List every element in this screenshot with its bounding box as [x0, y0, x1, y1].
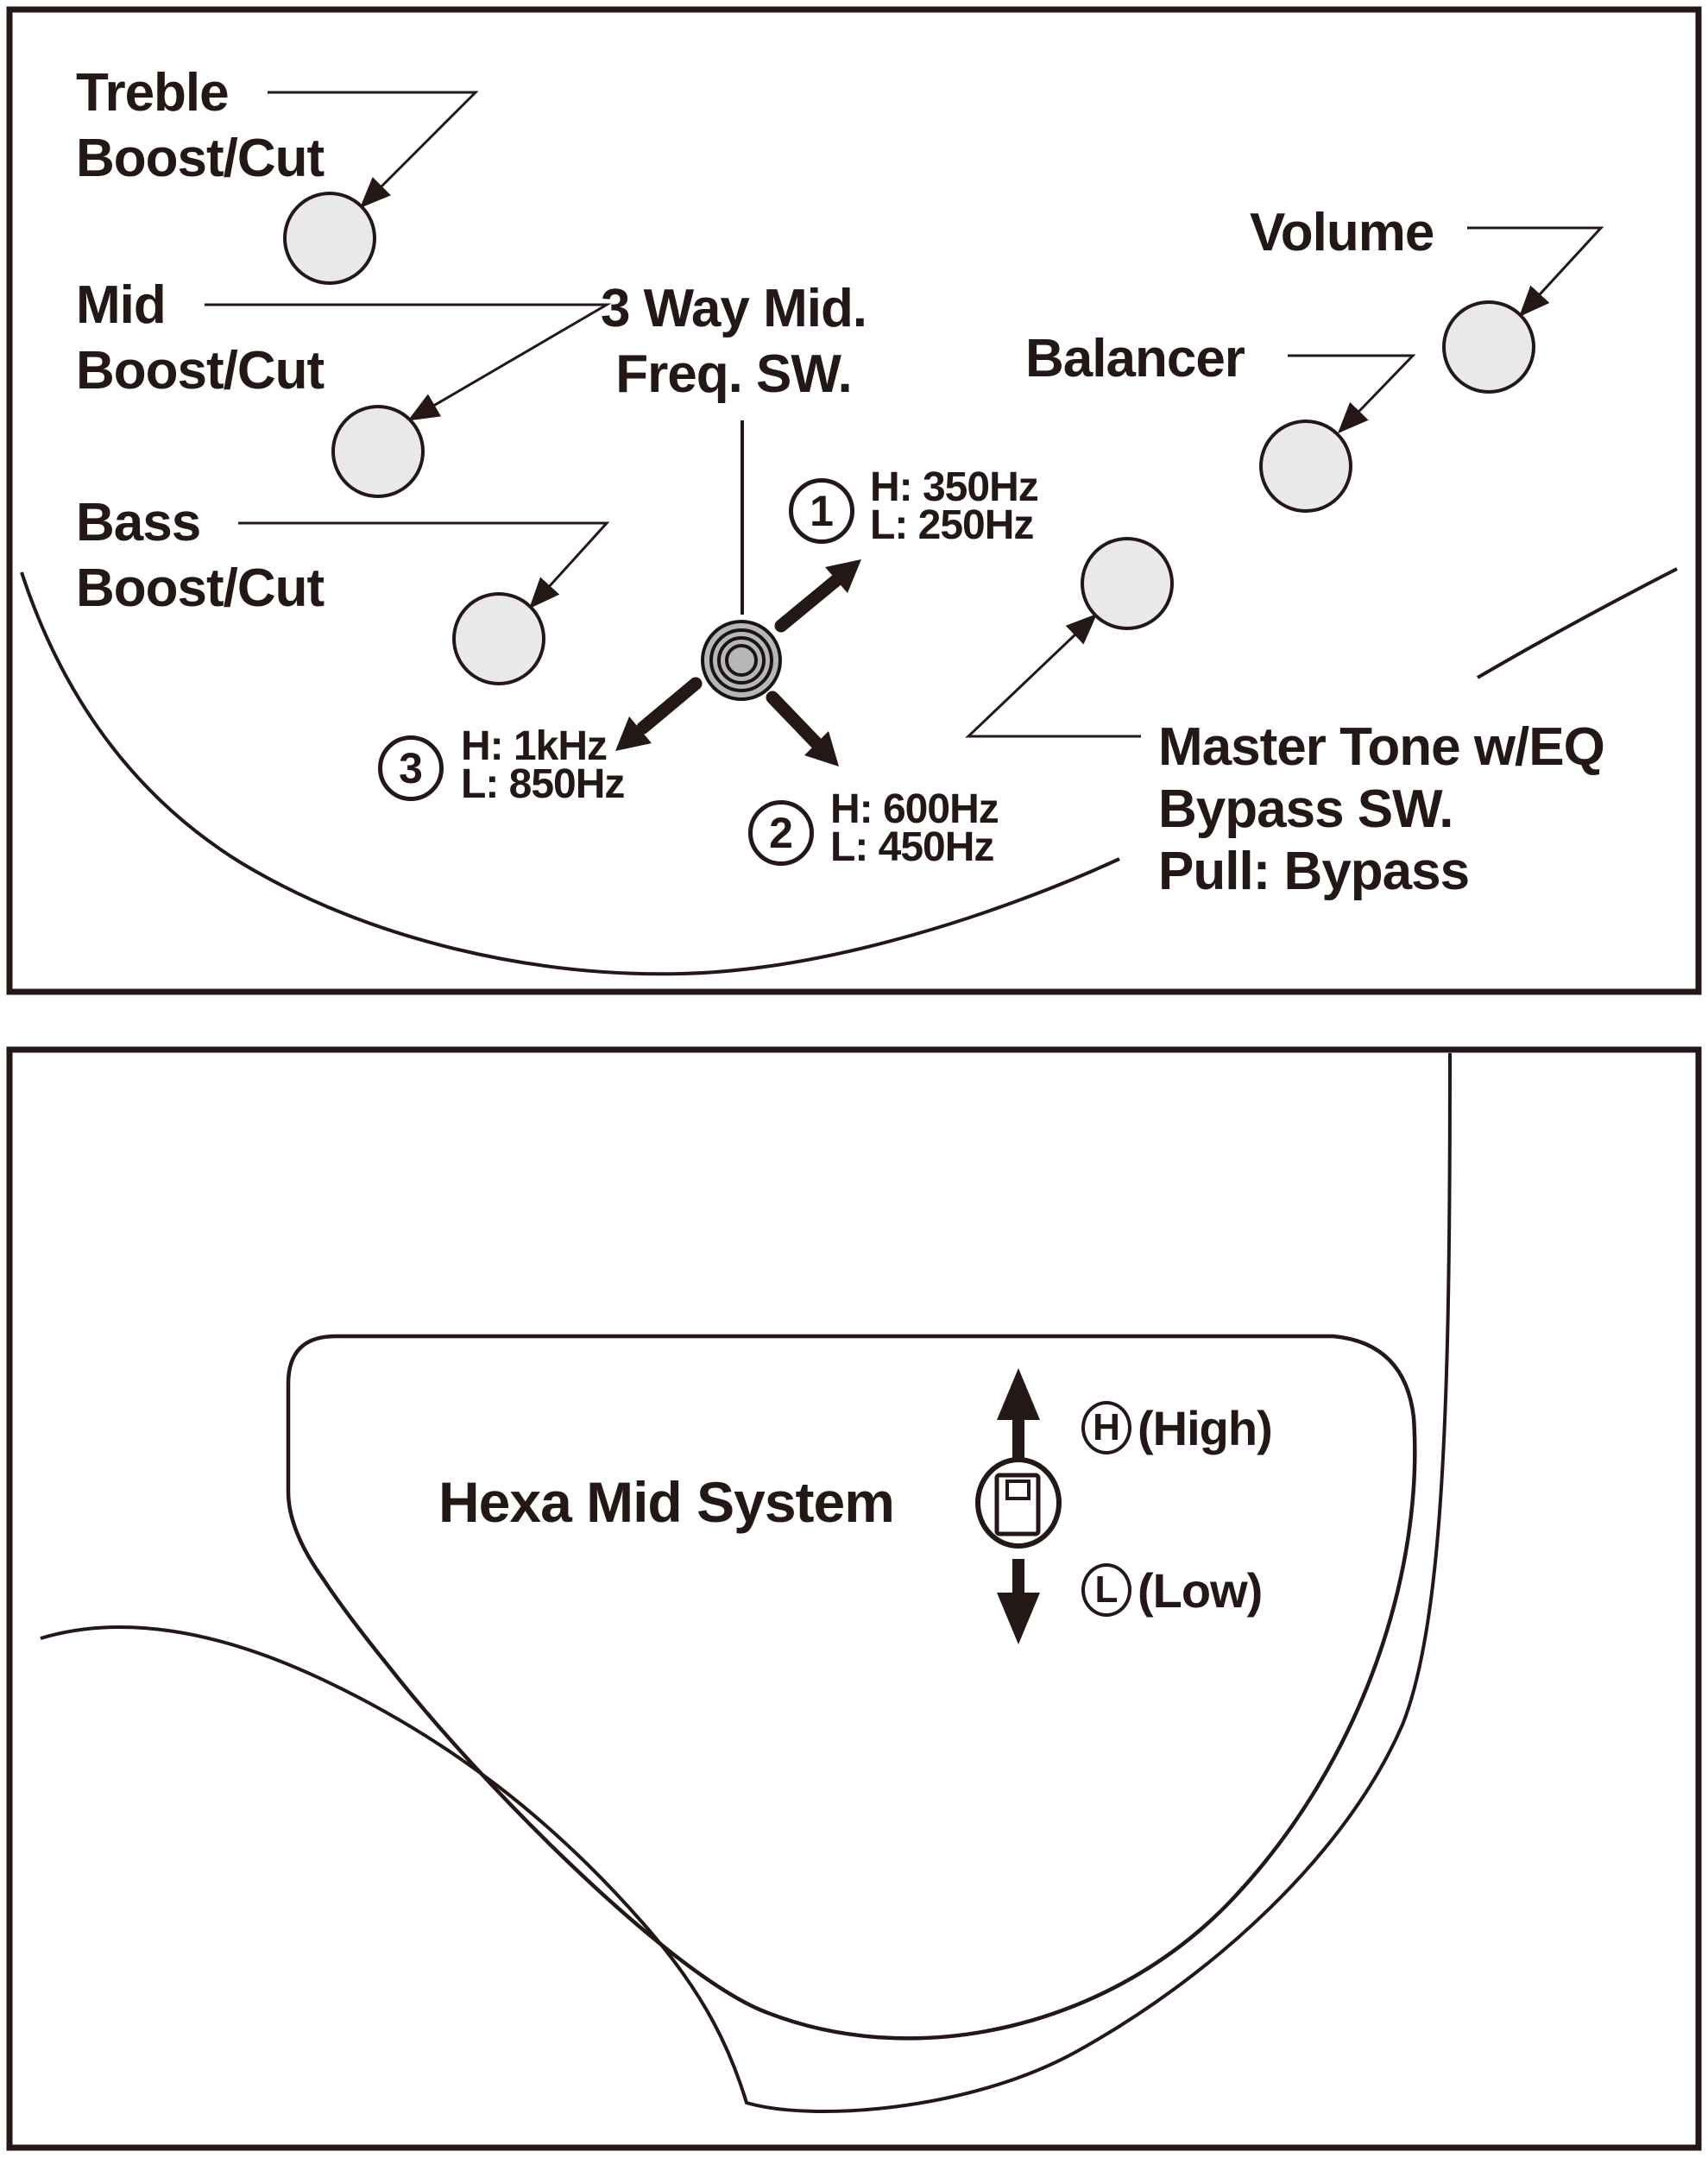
bass-knob	[454, 594, 544, 684]
mid-label: Mid Boost/Cut	[76, 275, 325, 401]
freq-position-1-badge: 1	[789, 478, 854, 544]
volume-label: Volume	[1250, 203, 1434, 262]
balancer-knob	[1261, 421, 1351, 511]
freq-switch-title: 3 Way Mid. Freq. SW.	[600, 279, 867, 404]
bottom-panel-graphics	[0, 1043, 1708, 2158]
low-word-label: (Low)	[1138, 1563, 1263, 1618]
treble-knob	[285, 193, 375, 283]
high-letter-badge: H	[1081, 1401, 1131, 1454]
mid-knob	[333, 407, 423, 496]
volume-knob	[1444, 302, 1534, 392]
freq-position-3-values: H: 1kHz L: 850Hz	[461, 723, 625, 807]
bass-label: Bass Boost/Cut	[76, 493, 325, 618]
treble-label: Treble Boost/Cut	[76, 63, 325, 188]
mid-freq-switch-knob	[703, 622, 780, 699]
hexa-mid-system-label: Hexa Mid System	[438, 1470, 894, 1534]
balancer-label: Balancer	[1025, 329, 1245, 388]
freq-position-3-badge: 3	[378, 735, 444, 801]
freq-position-2-values: H: 600Hz L: 450Hz	[830, 786, 999, 870]
master-tone-label: Master Tone w/EQ Bypass SW. Pull: Bypass	[1158, 717, 1604, 901]
master-tone-knob	[1082, 539, 1172, 628]
low-letter-badge: L	[1081, 1563, 1131, 1617]
high-word-label: (High)	[1138, 1401, 1272, 1455]
hexa-mid-switch-icon	[978, 1460, 1059, 1546]
freq-position-2-badge: 2	[748, 800, 814, 866]
freq-position-1-values: H: 350Hz L: 250Hz	[870, 464, 1038, 548]
